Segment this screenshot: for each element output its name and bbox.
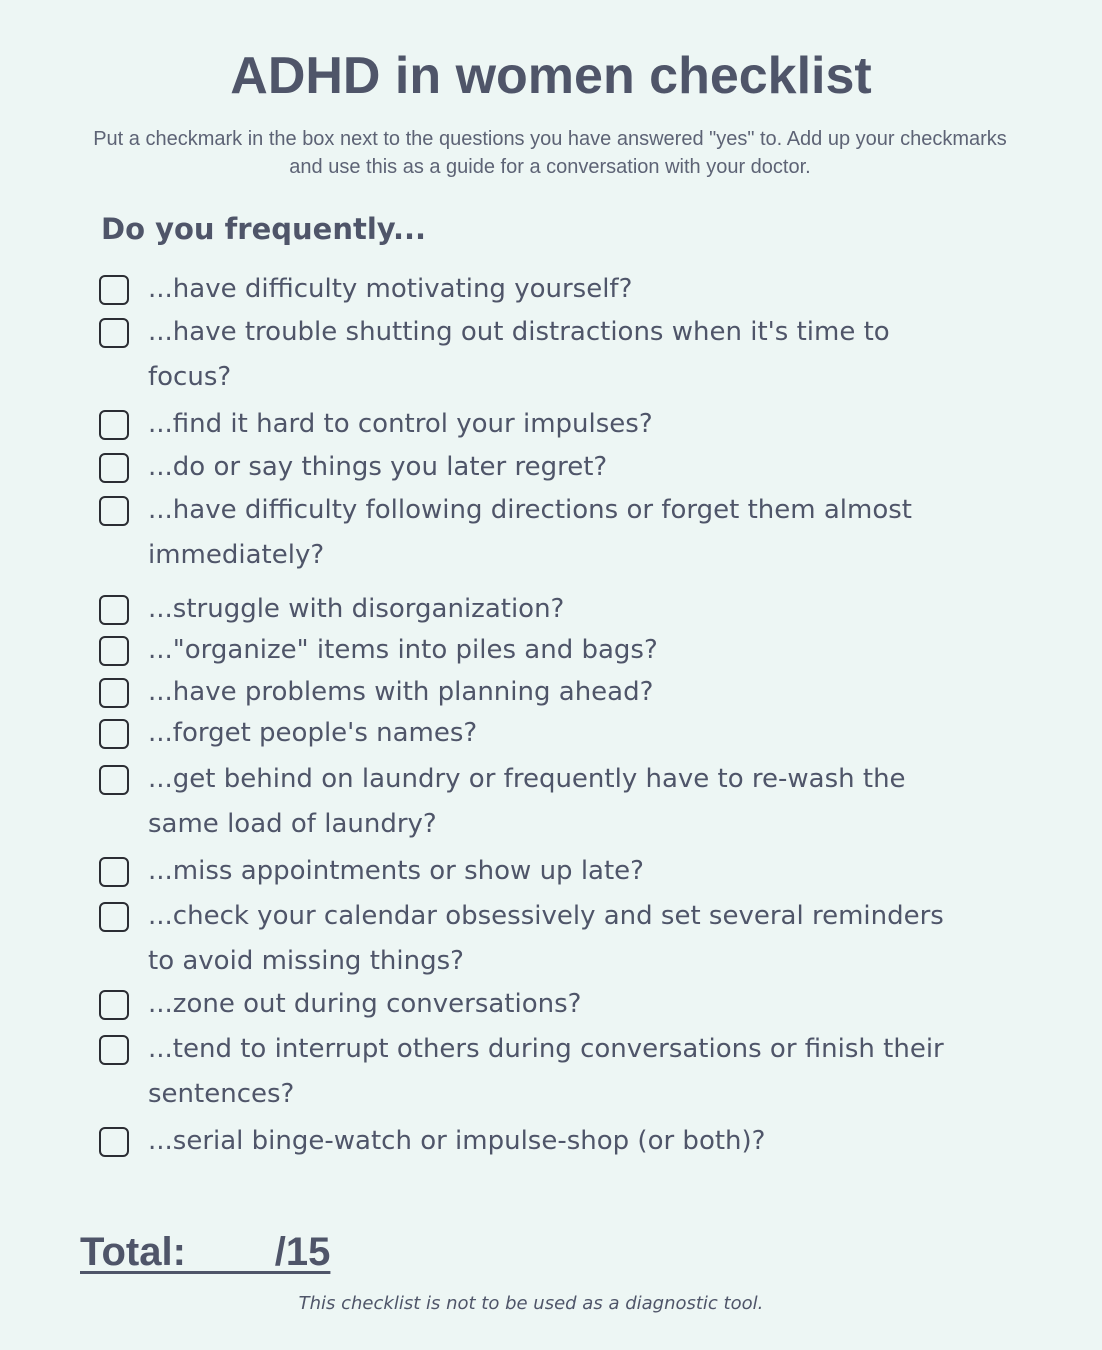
item-label: ...check your calendar obsessively and set several reminders to avoid missing things? [148, 901, 944, 976]
item-label: ...struggle with disorganization? [148, 594, 565, 624]
checkbox[interactable] [99, 318, 129, 348]
checkbox[interactable] [99, 1127, 129, 1157]
item-label: ...find it hard to control your impulses? [148, 409, 653, 439]
checkbox[interactable] [99, 678, 129, 708]
checkbox[interactable] [99, 719, 129, 749]
item-label: ...do or say things you later regret? [148, 452, 608, 482]
item-label: ...serial binge-watch or impulse-shop (or both)? [148, 1126, 766, 1156]
total-score-field[interactable]: Total: /15 [80, 1230, 331, 1274]
instructions-text: Put a checkmark in the box next to the questions you have answered "yes" to. Add up your checkmarks and use this as a guide for a conversation with your doctor. [93, 128, 1007, 178]
page-title: ADHD in women checklist [230, 47, 872, 105]
item-label: ...get behind on laundry or frequently have to re-wash the same load of laundry? [148, 764, 906, 839]
checkbox[interactable] [99, 275, 129, 305]
item-label: ...have difficulty following directions or forget them almost immediately? [148, 495, 912, 570]
checkbox[interactable] [99, 990, 129, 1020]
checkbox[interactable] [99, 765, 129, 795]
item-label: ...have problems with planning ahead? [148, 677, 654, 707]
checkbox[interactable] [99, 902, 129, 932]
checkbox[interactable] [99, 453, 129, 483]
checkbox[interactable] [99, 496, 129, 526]
checkbox[interactable] [99, 410, 129, 440]
item-label: ...tend to interrupt others during conversations or finish their sentences? [148, 1034, 944, 1109]
item-label: ...forget people's names? [148, 718, 478, 748]
item-label: ...have trouble shutting out distractions when it's time to focus? [148, 317, 890, 392]
disclaimer-text: This checklist is not to be used as a diagnostic tool. [298, 1293, 764, 1314]
checkbox[interactable] [99, 595, 129, 625]
item-label: ...zone out during conversations? [148, 989, 582, 1019]
checkbox[interactable] [99, 857, 129, 887]
section-heading: Do you frequently... [101, 212, 427, 246]
item-label: ..."organize" items into piles and bags? [148, 635, 658, 665]
item-label: ...miss appointments or show up late? [148, 856, 644, 886]
item-label: ...have difficulty motivating yourself? [148, 274, 633, 304]
checkbox[interactable] [99, 636, 129, 666]
checkbox[interactable] [99, 1035, 129, 1065]
